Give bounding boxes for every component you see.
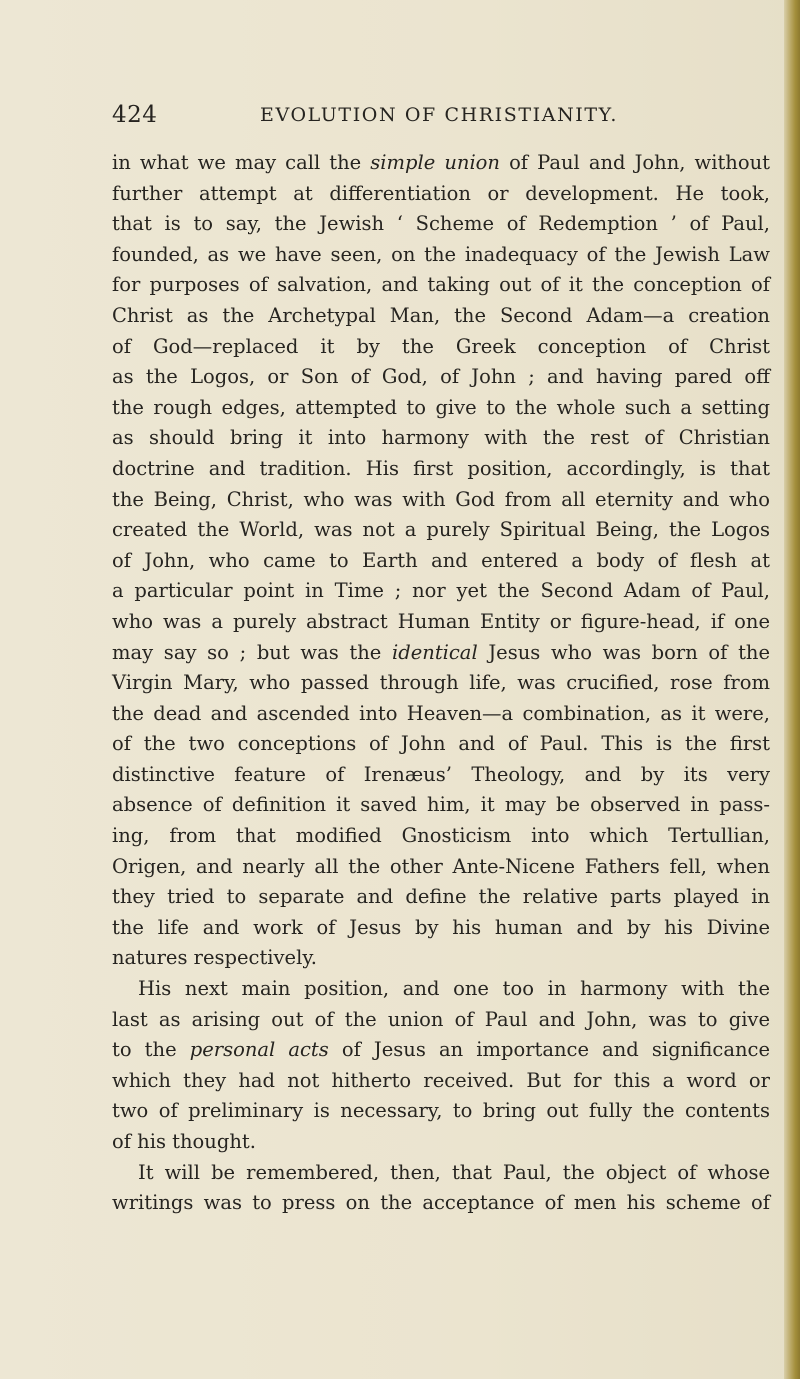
text-segment: further attempt at differentiation or development. He took, <box>112 181 770 205</box>
text-line <box>112 1005 770 1036</box>
text-line <box>112 913 770 944</box>
text-segment: of God—replaced it by the Greek conception of Christ <box>112 334 770 358</box>
text-segment: they tried to separate and define the relative parts played in <box>112 885 770 909</box>
text-line <box>112 423 770 454</box>
text-segment: that is to say, the Jewish ‘ Scheme of Redemption ’ of Paul, <box>112 212 770 236</box>
page-edge <box>784 0 800 1379</box>
text-line <box>112 576 770 607</box>
text-line <box>112 393 770 424</box>
text-segment: the dead and ascended into Heaven—a combination, as it were, <box>112 701 770 725</box>
text-line <box>112 1096 770 1127</box>
page-header <box>112 98 770 138</box>
text-line <box>112 1035 770 1066</box>
text-line <box>112 301 770 332</box>
text-segment: ing, from that modified Gnosticism into which Tertullian, <box>112 824 770 848</box>
text-line <box>112 240 770 271</box>
text-line <box>112 974 770 1005</box>
text-line <box>112 148 770 179</box>
text-segment: It will be remembered, then, that Paul, the object of whose <box>138 1160 770 1184</box>
text-segment: two of preliminary is necessary, to bring out fully the contents <box>112 1099 770 1123</box>
text-segment: of John, who came to Earth and entered a body of flesh at <box>112 548 770 572</box>
text-line <box>112 760 770 791</box>
text-line <box>112 638 770 669</box>
text-segment: to the <box>112 1038 190 1062</box>
text-line <box>112 1127 770 1158</box>
italic-text: identical <box>392 640 478 664</box>
text-line <box>112 1066 770 1097</box>
text-line <box>112 1188 770 1219</box>
text-line <box>112 332 770 363</box>
italic-text: simple union <box>370 151 500 174</box>
text-segment: the Being, Christ, who was with God from all eternity and who <box>112 487 770 511</box>
text-line <box>112 179 770 210</box>
text-segment: of the two conceptions of John and of Paul. This is the first <box>112 732 770 756</box>
text-line <box>112 729 770 760</box>
text-segment: Origen, and nearly all the other Ante-Nicene Fathers fell, when <box>112 854 770 878</box>
text-segment: doctrine and tradition. His first position, accordingly, is that <box>112 456 770 480</box>
text-line <box>112 699 770 730</box>
text-segment: of Jesus an importance and significance <box>328 1038 770 1062</box>
text-segment: Christ as the Archetypal Man, the Second Adam—a creation <box>112 303 770 327</box>
text-line <box>112 1158 770 1189</box>
text-line <box>112 668 770 699</box>
text-segment: as the Logos, or Son of God, of John ; and having pared off <box>112 365 770 389</box>
text-segment: created the World, was not a purely Spiritual Being, the Logos <box>112 518 770 542</box>
text-line <box>112 454 770 485</box>
text-segment: a particular point in Time ; nor yet the Second Adam of Paul, <box>112 579 770 603</box>
text-line <box>112 790 770 821</box>
text-segment: in what we may call the <box>112 151 371 174</box>
text-line <box>112 882 770 913</box>
text-segment: who was a purely abstract Human Entity or figure-head, if one <box>112 609 770 633</box>
text-segment: last as arising out of the union of Paul and John, was to give <box>112 1007 770 1031</box>
text-segment: of Paul and John, without <box>500 151 770 174</box>
text-segment: writings was to press on the acceptance of men his scheme of <box>112 1191 770 1215</box>
text-segment: the life and work of Jesus by his human and by his Divine <box>112 915 770 939</box>
text-line <box>112 852 770 883</box>
text-line <box>112 546 770 577</box>
text-segment: for purposes of salvation, and taking out of it the conception of <box>112 273 770 297</box>
text-segment: founded, as we have seen, on the inadequacy of the Jewish Law <box>112 242 770 266</box>
text-segment: Jesus who was born of the <box>477 640 771 664</box>
text-line <box>112 485 770 516</box>
text-line <box>112 821 770 852</box>
text-line <box>112 943 770 974</box>
text-segment: natures respectively. <box>112 946 317 970</box>
italic-text: personal acts <box>189 1038 329 1062</box>
text-segment: distinctive feature of Irenæus’ Theology, and by its very <box>112 762 770 786</box>
text-line <box>112 270 770 301</box>
text-segment: Virgin Mary, who passed through life, was crucified, rose from <box>112 671 770 695</box>
text-segment: which they had not hitherto received. But for this a word or <box>112 1068 770 1092</box>
page-number: 424 <box>112 102 158 128</box>
running-title: EVOLUTION OF CHRISTIANITY. <box>260 104 619 126</box>
text-line <box>112 515 770 546</box>
text-segment: His next main position, and one too in harmony with the <box>138 977 770 1001</box>
text-line <box>112 362 770 393</box>
text-segment: may say so ; but was the <box>112 640 392 664</box>
text-line <box>112 209 770 240</box>
text-segment: the rough edges, attempted to give to the whole such a setting <box>112 395 770 419</box>
text-line <box>112 607 770 638</box>
body-text <box>112 148 770 1219</box>
text-segment: as should bring it into harmony with the rest of Christian <box>112 426 770 450</box>
text-segment: of his thought. <box>112 1130 256 1153</box>
text-segment: absence of definition it saved him, it may be observed in pass- <box>112 793 770 817</box>
